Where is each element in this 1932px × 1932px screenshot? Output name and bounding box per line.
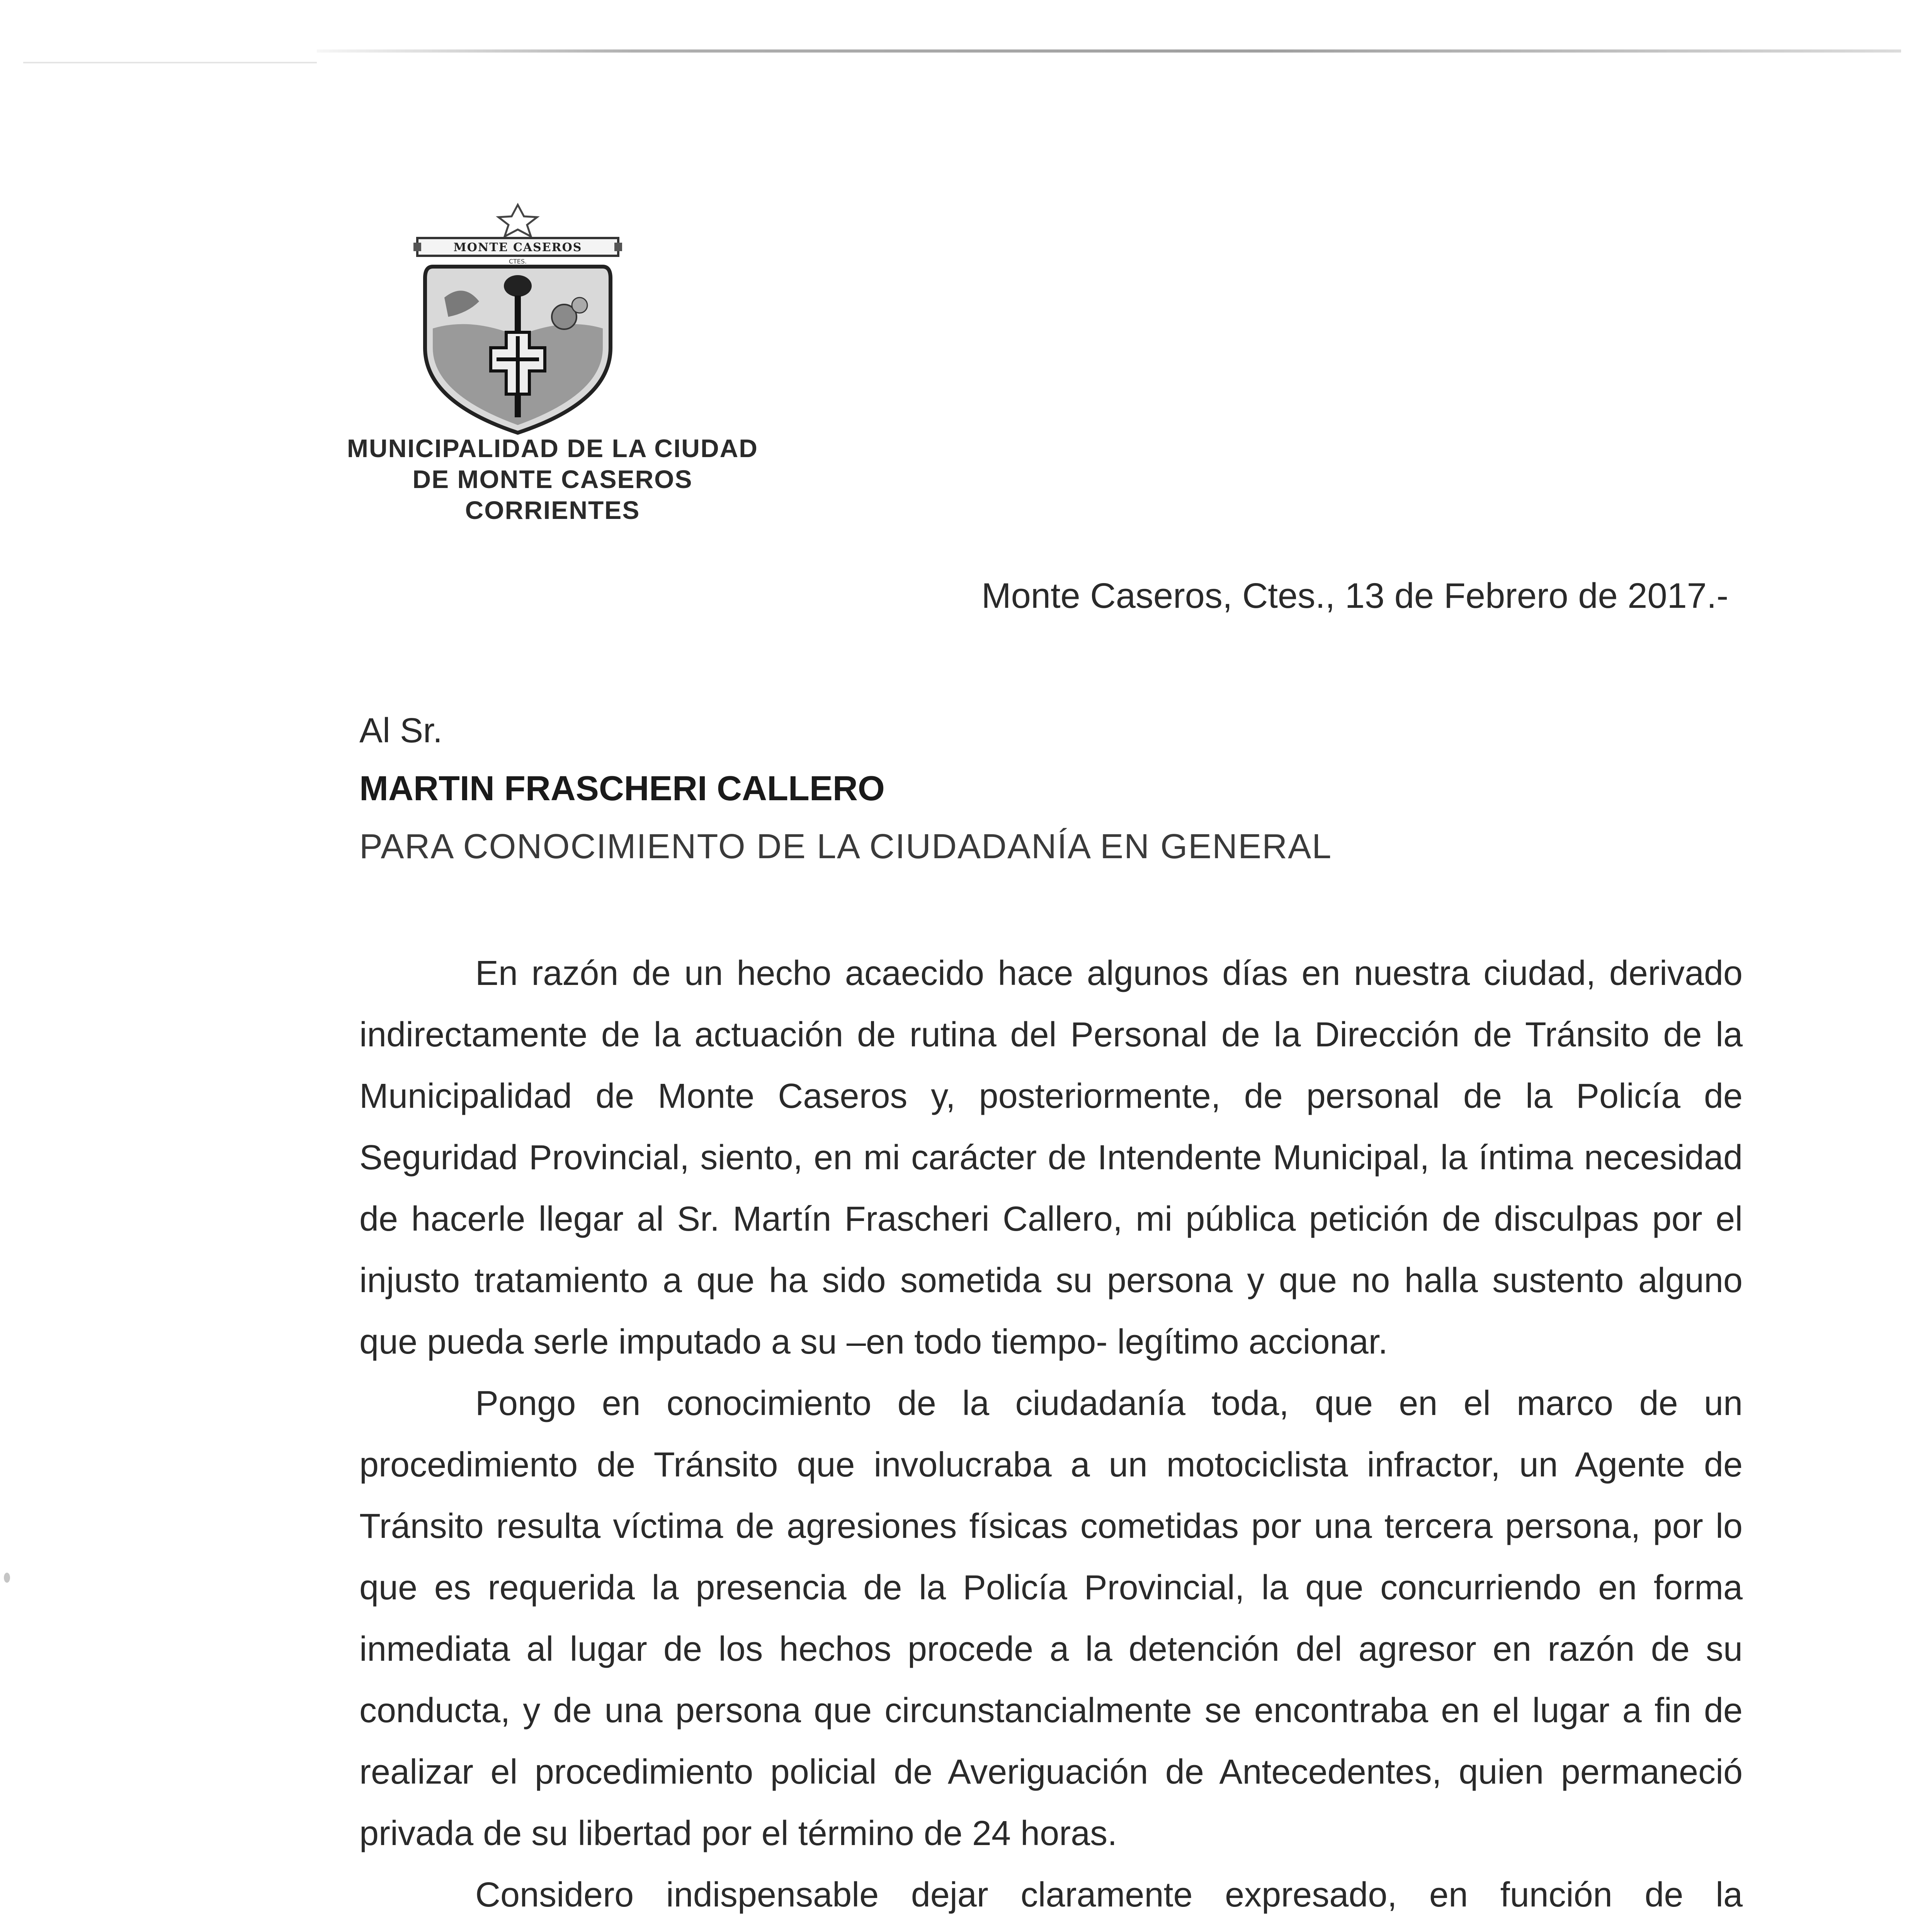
letterhead-line: CORRIENTES [465,496,640,524]
svg-text:MONTE CASEROS: MONTE CASEROS [453,241,582,254]
addressee-purpose: PARA CONOCIMIENTO DE LA CIUDADANÍA EN GENERAL [359,827,1332,866]
scan-top-line [317,49,1901,53]
scan-edge-line [23,62,317,63]
body-paragraph: Considero indispensable dejar claramente expresado, en función de la [475,1876,1743,1914]
body-paragraph: Pongo en conocimiento de la ciudadanía toda, que en el marco de un procedimiento de Tránsito que involucraba a un motociclista infractor, un Agente de Tránsito resulta víctima de agresiones físicas cometidas por una tercera persona, por lo que es requerida la presencia de la Policía Provincial, la que concurriendo en forma inmediata al lugar de los hechos procede a la detención del agresor en razón de su conducta, y de una persona que circunstancialmente se encontraba en el lugar a fin de realizar el procedimiento policial de Averiguación de Antecedentes, quien permaneció privada de su libertad por el término de 24 horas. [359,1384,1743,1853]
letterhead-line: DE MONTE CASEROS [412,465,693,493]
addressee-name: MARTIN FRASCHERI CALLERO [359,769,885,808]
salutation: Al Sr. [359,711,443,750]
municipal-coat-of-arms-icon [410,201,626,440]
date-line: Monte Caseros, Ctes., 13 de Febrero de 2017.- [981,576,1729,616]
scan-speck [4,1573,10,1583]
svg-text:CTES.: CTES. [509,258,527,265]
letter-body [359,943,1743,1932]
municipality-letterhead [332,433,773,526]
body-paragraph: En razón de un hecho acaecido hace algunos días en nuestra ciudad, derivado indirectamente de la actuación de rutina del Personal de la Dirección de Tránsito de la Municipalidad de Monte Caseros y, posteriormente, de personal de la Policía de Seguridad Provincial, siento, en mi carácter de Intendente Municipal, la íntima necesidad de hacerle llegar al Sr. Martín Frascheri Callero, mi pública petición de disculpas por el injusto tratamiento a que ha sido sometida su persona y que no halla sustento alguno que pueda serle imputado a su –en todo tiempo- legítimo accionar. [359,954,1743,1361]
letterhead-line: MUNICIPALIDAD DE LA CIUDAD [347,434,758,463]
